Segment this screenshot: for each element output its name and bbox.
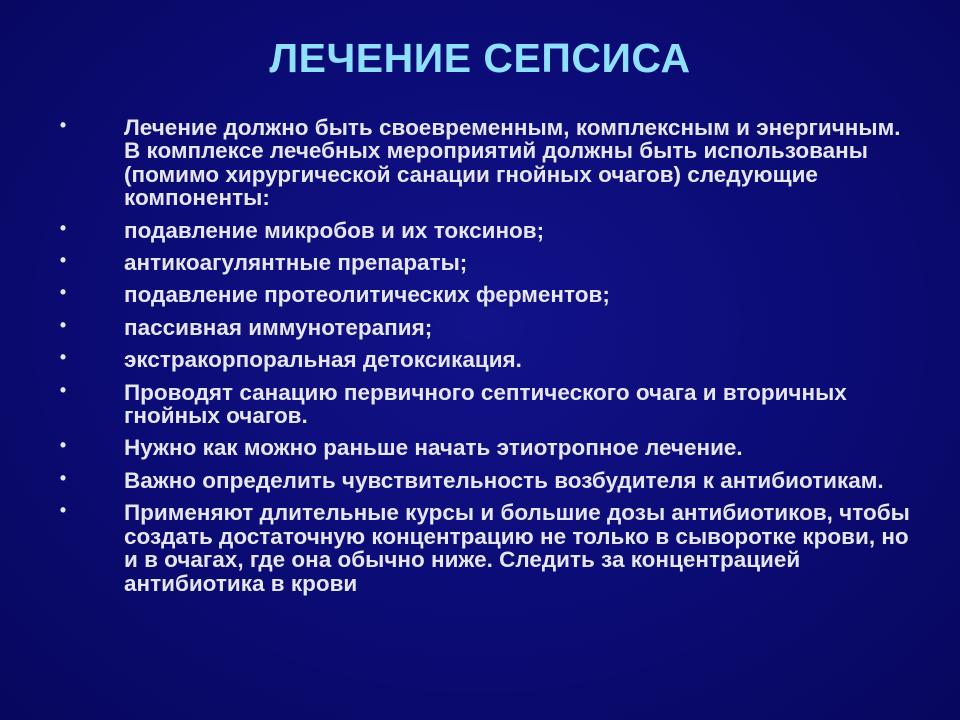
bullet-item: [56, 116, 916, 210]
bullet-text: Проводят санацию первичного септического очага и вторичных гнойных очагов.: [124, 379, 847, 429]
bullet-item: [56, 381, 916, 428]
bullet-dot-icon: •: [59, 435, 67, 456]
bullet-text: Нужно как можно раньше начать этиотропное лечение.: [124, 435, 743, 461]
bullet-item: [56, 436, 916, 459]
bullet-item: [56, 501, 916, 595]
bullet-text: Применяют длительные курсы и большие дозы антибиотиков, чтобы создать достаточную концентрацию не только в сыворотке крови, но и в очагах, где она обычно ниже. Следить за концентрацией антибиотика в крови: [124, 500, 910, 596]
bullet-dot-icon: •: [59, 347, 67, 368]
bullet-text: пассивная иммунотерапия;: [124, 314, 433, 340]
bullet-text: Лечение должно быть своевременным, комплексным и энергичным. В комплексе лечебных мероприятий должны быть использованы (помимо хирургической санации гнойных очагов) следующие компоненты:: [124, 115, 901, 211]
bullet-dot-icon: •: [59, 250, 67, 271]
bullet-list: [56, 116, 916, 604]
bullet-item: [56, 469, 916, 492]
bullet-item: [56, 283, 916, 306]
bullet-dot-icon: •: [59, 500, 67, 521]
bullet-text: подавление микробов и их токсинов;: [124, 217, 545, 243]
bullet-text: экстракорпоральная детоксикация.: [124, 347, 522, 373]
bullet-text: Важно определить чувствительность возбудителя к антибиотикам.: [124, 467, 884, 493]
bullet-dot-icon: •: [59, 282, 67, 303]
bullet-item: [56, 251, 916, 274]
bullet-dot-icon: •: [59, 314, 67, 335]
bullet-text: антикоагулянтные препараты;: [124, 250, 468, 276]
bullet-dot-icon: •: [59, 379, 67, 400]
slide-title: ЛЕЧЕНИЕ СЕПСИСА: [269, 35, 691, 81]
bullet-dot-icon: •: [59, 467, 67, 488]
bullet-item: [56, 219, 916, 242]
bullet-dot-icon: •: [59, 115, 67, 135]
bullet-item: [56, 348, 916, 371]
bullet-text: подавление протеолитических ферментов;: [124, 282, 610, 308]
bullet-item: [56, 316, 916, 339]
bullet-dot-icon: •: [59, 217, 67, 238]
